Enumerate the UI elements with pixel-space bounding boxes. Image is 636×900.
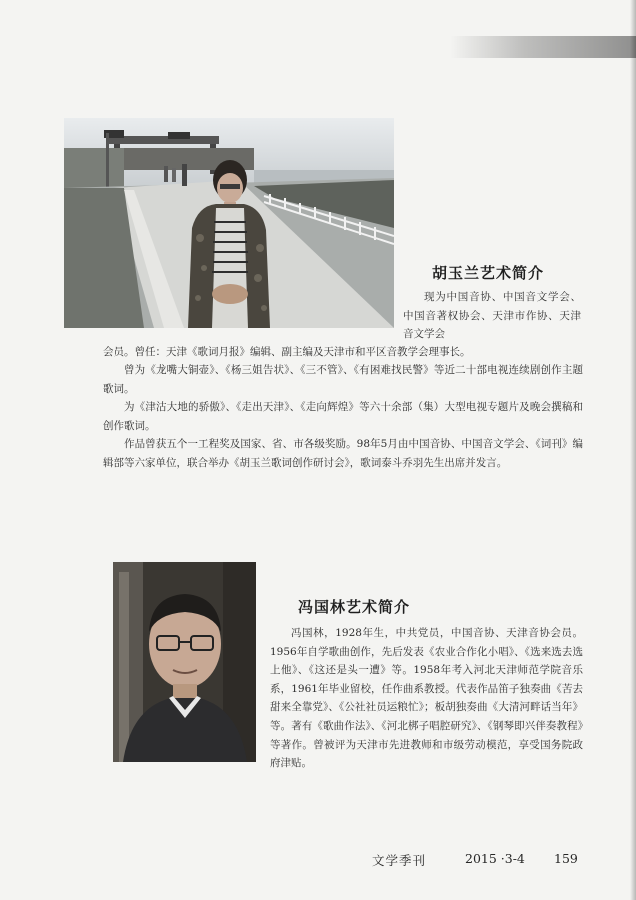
- photo-illustration: [64, 118, 394, 328]
- bio-paragraph-roles: 会员。曾任：天津《歌词月报》编辑、副主编及天津市和平区音教学会理事长。: [103, 346, 471, 358]
- footer-magazine-name: 文学季刊: [372, 853, 427, 868]
- portrait-photo-feng-guolin: [113, 562, 256, 762]
- footer-page-number: 159: [554, 851, 578, 866]
- photo-illustration: [113, 562, 256, 762]
- section-title-feng-guolin: 冯国林艺术简介: [298, 598, 411, 616]
- bio-paragraph-awards: 作品曾获五个一工程奖及国家、省、市各级奖励。98年5月由中国音协、中国音文学会、《词刊》编辑部等六家单位，联合举办《胡玉兰歌词创作研讨会》，歌词泰斗乔羽先生出席并发言。: [103, 438, 583, 469]
- portrait-photo-hu-yulan: [64, 118, 394, 328]
- bio-paragraph-feng-guolin: 冯国林，1928年生，中共党员，中国音协、天津音协会员。1956年自学歌曲创作，先后发表《农业合作化小唱》、《选来选去选上他》、《这还是头一遭》等。1958年考入河北天津师范学院音乐系，1961年毕业留校，任作曲系教授。代表作品笛子独奏曲《苦去甜来全靠党》、《公社社员运粮忙》；板胡独奏曲《大清河畔话当年》等。著有《歌曲作法》、《河北梆子唱腔研究》、《钢琴即兴伴奏教程》等著作。曾被评为天津市先进教师和市级劳动模范，享受国务院政府津贴。: [270, 627, 583, 770]
- scan-shadow-top: [450, 36, 636, 58]
- bio-paragraph-documentaries: 为《津沽大地的骄傲》、《走出天津》、《走向辉煌》等六十余部（集）大型电视专题片及晚会撰稿和创作歌词。: [103, 401, 583, 432]
- footer-issue: 2015 ·3-4: [465, 851, 525, 866]
- section-title-hu-yulan: 胡玉兰艺术简介: [432, 264, 545, 282]
- scan-shadow-right: [630, 0, 636, 900]
- bio-paragraph-intro: 现为中国音协、中国音文学会、中国音著权协会、天津市作协、天津音文学会: [403, 291, 581, 341]
- bio-paragraph-tv-series: 曾为《龙嘴大铜壶》、《杨三姐告状》、《三不管》、《有困难找民警》等近二十部电视连续剧创作主题歌词。: [103, 364, 583, 395]
